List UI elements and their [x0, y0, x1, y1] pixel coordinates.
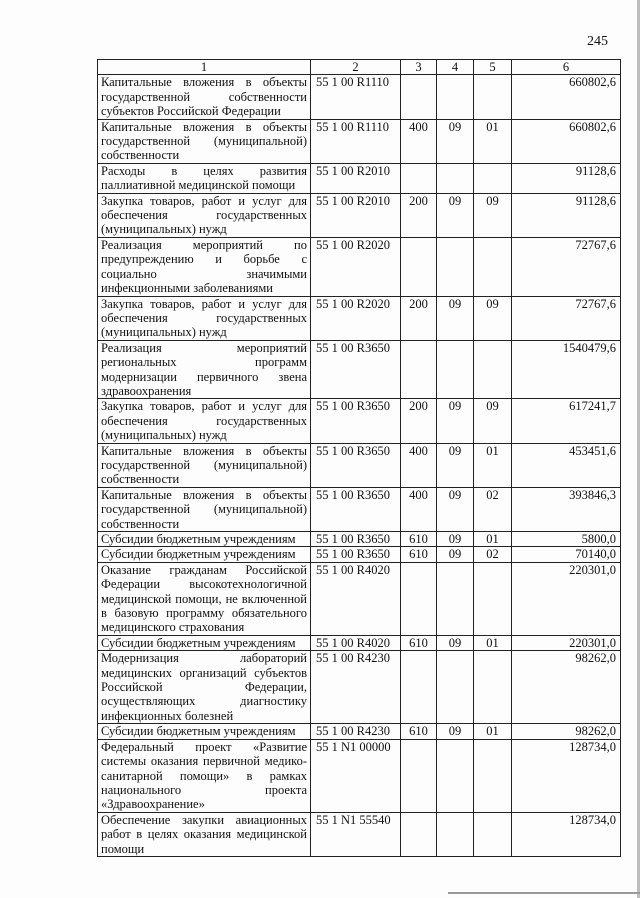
row-expense-type [401, 340, 437, 399]
row-subsection [474, 163, 512, 193]
row-csr-code: 55 1 00 R3650 [311, 399, 401, 443]
row-section [437, 75, 474, 119]
row-section [437, 163, 474, 193]
row-amount: 72767,6 [512, 296, 621, 340]
row-name: Реализация мероприятий региональных программ модернизации первичного звена здравоохранения [98, 340, 311, 399]
row-expense-type: 400 [401, 487, 437, 531]
row-section [437, 812, 474, 856]
row-amount: 128734,0 [512, 739, 621, 812]
row-name: Капитальные вложения в объекты государственной (муниципальной) собственности [98, 443, 311, 487]
row-csr-code: 55 1 N1 55540 [311, 812, 401, 856]
row-csr-code: 55 1 00 R4230 [311, 724, 401, 739]
row-section: 09 [437, 119, 474, 163]
row-name: Закупка товаров, работ и услуг для обеспечения государственных (муниципальных) нужд [98, 399, 311, 443]
table-row [98, 651, 621, 724]
row-section: 09 [437, 547, 474, 562]
table-row [98, 119, 621, 163]
header-row [98, 60, 621, 75]
row-name: Субсидии бюджетным учреждениям [98, 547, 311, 562]
row-amount: 617241,7 [512, 399, 621, 443]
row-section: 09 [437, 635, 474, 650]
row-section [437, 562, 474, 635]
row-name: Капитальные вложения в объекты государственной (муниципальной) собственности [98, 119, 311, 163]
table-row [98, 163, 621, 193]
row-amount: 91128,6 [512, 163, 621, 193]
scan-edge-bottom [448, 892, 640, 894]
row-section [437, 237, 474, 296]
row-amount: 5800,0 [512, 532, 621, 547]
row-amount: 128734,0 [512, 812, 621, 856]
row-amount: 393846,3 [512, 487, 621, 531]
row-expense-type: 610 [401, 724, 437, 739]
row-subsection [474, 562, 512, 635]
row-csr-code: 55 1 00 R4020 [311, 562, 401, 635]
row-subsection: 02 [474, 547, 512, 562]
row-expense-type: 200 [401, 296, 437, 340]
row-section: 09 [437, 399, 474, 443]
row-subsection [474, 237, 512, 296]
row-subsection: 01 [474, 635, 512, 650]
row-csr-code: 55 1 00 R3650 [311, 532, 401, 547]
row-amount: 72767,6 [512, 237, 621, 296]
row-amount: 98262,0 [512, 651, 621, 724]
row-csr-code: 55 1 00 R3650 [311, 487, 401, 531]
table-row [98, 562, 621, 635]
table-row [98, 812, 621, 856]
row-amount: 660802,6 [512, 119, 621, 163]
header-col-4: 4 [437, 60, 474, 75]
row-subsection [474, 651, 512, 724]
row-name: Закупка товаров, работ и услуг для обеспечения государственных (муниципальных) нужд [98, 296, 311, 340]
row-subsection: 09 [474, 296, 512, 340]
row-section: 09 [437, 487, 474, 531]
row-expense-type: 610 [401, 547, 437, 562]
row-subsection: 09 [474, 193, 512, 237]
row-section: 09 [437, 443, 474, 487]
row-expense-type [401, 651, 437, 724]
row-csr-code: 55 1 00 R1110 [311, 75, 401, 119]
table-row [98, 75, 621, 119]
table-row [98, 724, 621, 739]
row-amount: 220301,0 [512, 635, 621, 650]
table-row [98, 739, 621, 812]
table-row [98, 635, 621, 650]
row-csr-code: 55 1 N1 00000 [311, 739, 401, 812]
row-name: Субсидии бюджетным учреждениям [98, 724, 311, 739]
row-section [437, 340, 474, 399]
row-csr-code: 55 1 00 R3650 [311, 340, 401, 399]
row-expense-type [401, 163, 437, 193]
row-amount: 453451,6 [512, 443, 621, 487]
row-name: Реализация мероприятий по предупреждению и борьбе с социально значимыми инфекционными заболеваниями [98, 237, 311, 296]
row-csr-code: 55 1 00 R3650 [311, 547, 401, 562]
row-section [437, 739, 474, 812]
row-expense-type [401, 75, 437, 119]
row-csr-code: 55 1 00 R4020 [311, 635, 401, 650]
row-expense-type: 610 [401, 635, 437, 650]
row-name: Закупка товаров, работ и услуг для обеспечения государственных (муниципальных) нужд [98, 193, 311, 237]
table-row [98, 340, 621, 399]
row-subsection [474, 340, 512, 399]
row-subsection: 09 [474, 399, 512, 443]
row-expense-type: 400 [401, 119, 437, 163]
budget-table [97, 59, 621, 857]
table-body [98, 75, 621, 857]
row-name: Капитальные вложения в объекты государственной (муниципальной) собственности [98, 487, 311, 531]
row-amount: 91128,6 [512, 193, 621, 237]
table-row [98, 532, 621, 547]
row-subsection: 02 [474, 487, 512, 531]
row-subsection [474, 75, 512, 119]
row-subsection: 01 [474, 443, 512, 487]
row-section: 09 [437, 296, 474, 340]
row-csr-code: 55 1 00 R1110 [311, 119, 401, 163]
row-name: Оказание гражданам Российской Федерации высокотехнологичной медицинской помощи, не включенной в базовую программу обязательного медицинского страхования [98, 562, 311, 635]
row-section: 09 [437, 193, 474, 237]
page-number: 245 [587, 34, 608, 49]
row-name: Субсидии бюджетным учреждениям [98, 532, 311, 547]
row-amount: 70140,0 [512, 547, 621, 562]
row-name: Капитальные вложения в объекты государственной собственности субъектов Российской Федерации [98, 75, 311, 119]
row-csr-code: 55 1 00 R3650 [311, 443, 401, 487]
table-row [98, 487, 621, 531]
row-subsection: 01 [474, 119, 512, 163]
row-expense-type: 400 [401, 443, 437, 487]
row-amount: 1540479,6 [512, 340, 621, 399]
header-col-3: 3 [401, 60, 437, 75]
row-amount: 98262,0 [512, 724, 621, 739]
row-csr-code: 55 1 00 R2020 [311, 237, 401, 296]
table-row [98, 296, 621, 340]
table-row [98, 547, 621, 562]
row-expense-type: 200 [401, 193, 437, 237]
row-expense-type [401, 739, 437, 812]
row-section: 09 [437, 532, 474, 547]
row-csr-code: 55 1 00 R4230 [311, 651, 401, 724]
row-name: Субсидии бюджетным учреждениям [98, 635, 311, 650]
header-col-2: 2 [311, 60, 401, 75]
row-csr-code: 55 1 00 R2010 [311, 163, 401, 193]
row-expense-type [401, 562, 437, 635]
row-name: Модернизация лабораторий медицинских организаций субъектов Российской Федерации, осуществляющих диагностику инфекционных болезней [98, 651, 311, 724]
header-col-5: 5 [474, 60, 512, 75]
row-csr-code: 55 1 00 R2010 [311, 193, 401, 237]
row-expense-type: 200 [401, 399, 437, 443]
row-section: 09 [437, 724, 474, 739]
row-subsection [474, 812, 512, 856]
table-row [98, 399, 621, 443]
row-name: Федеральный проект «Развитие системы оказания первичной медико-санитарной помощи» в рамках национального проекта «Здравоохранение» [98, 739, 311, 812]
row-name: Обеспечение закупки авиационных работ в целях оказания медицинской помощи [98, 812, 311, 856]
table-row [98, 193, 621, 237]
table-row [98, 237, 621, 296]
row-expense-type [401, 812, 437, 856]
row-subsection: 01 [474, 724, 512, 739]
row-amount: 220301,0 [512, 562, 621, 635]
row-csr-code: 55 1 00 R2020 [311, 296, 401, 340]
header-col-6: 6 [512, 60, 621, 75]
row-expense-type [401, 237, 437, 296]
row-name: Расходы в целях развития паллиативной медицинской помощи [98, 163, 311, 193]
table-row [98, 443, 621, 487]
row-subsection [474, 739, 512, 812]
row-section [437, 651, 474, 724]
row-subsection: 01 [474, 532, 512, 547]
header-col-1: 1 [98, 60, 311, 75]
row-expense-type: 610 [401, 532, 437, 547]
row-amount: 660802,6 [512, 75, 621, 119]
